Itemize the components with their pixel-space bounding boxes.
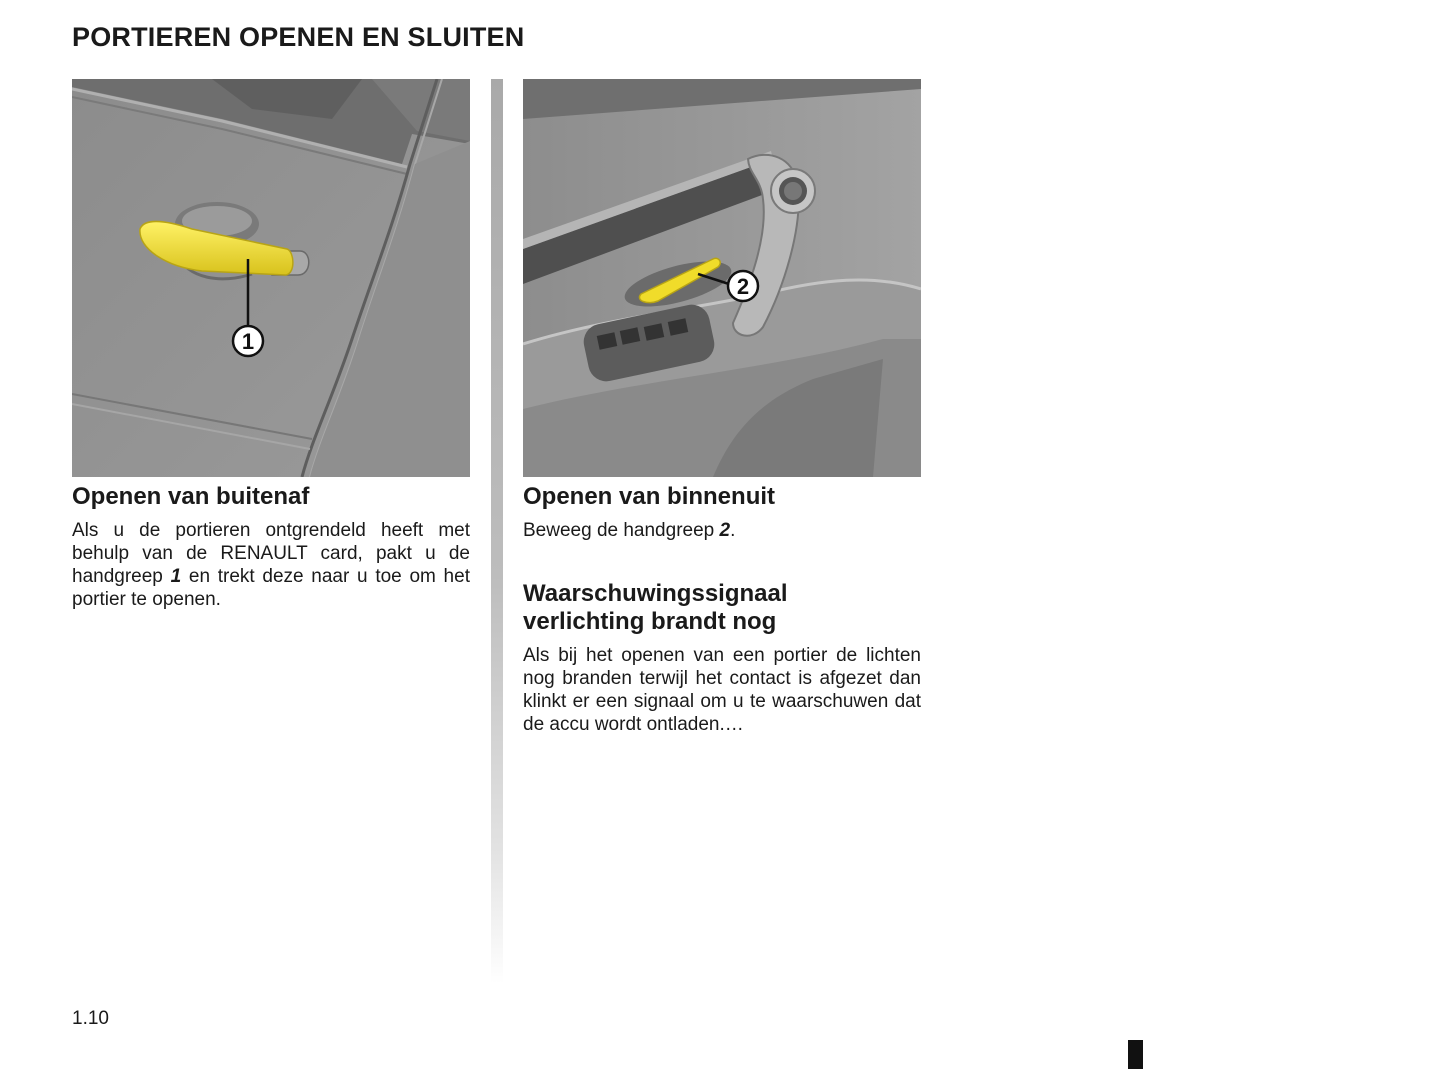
column-divider: [491, 79, 503, 984]
page-title: PORTIEREN OPENEN EN SLUITEN: [72, 22, 525, 52]
paragraph-opening-inside: [523, 519, 921, 542]
paragraph-lights-warning: Als bij het openen van een portier de lichten nog branden terwijl het contact is afgezet dan klinkt er een signaal om u te waarschuwen dat de accu wordt ontladen.…: [523, 645, 921, 735]
exterior-door-handle-illustration: [72, 79, 470, 477]
middle-column: [523, 79, 921, 736]
text-fragment: Als u de portieren ontgrendeld heeft met behulp van de RENAULT card, pakt u de handgreep: [72, 520, 470, 587]
handle-reference-1: 1: [170, 566, 182, 587]
text-fragment: .: [730, 520, 736, 541]
interior-door-handle-illustration: [523, 79, 921, 477]
text-fragment: en trekt deze naar u toe om het portier te openen.: [72, 566, 470, 610]
page-number: 1.10: [72, 1008, 109, 1029]
heading-line: verlichting brandt nog: [523, 608, 777, 635]
heading-opening-outside: Openen van buitenaf: [72, 483, 310, 510]
handle-reference-2: 2: [719, 520, 731, 541]
text-fragment: Beweeg de handgreep: [523, 520, 720, 541]
heading-lights-warning: [523, 580, 921, 636]
section-edge-marker: [1128, 1040, 1143, 1069]
callout-2-label: 2: [736, 274, 750, 299]
heading-opening-inside: Openen van binnenuit: [523, 483, 776, 510]
paragraph-opening-outside: [72, 519, 470, 611]
left-column: [72, 79, 470, 611]
heading-line: Waarschuwingssignaal: [523, 580, 788, 607]
callout-1-label: 1: [241, 329, 255, 354]
